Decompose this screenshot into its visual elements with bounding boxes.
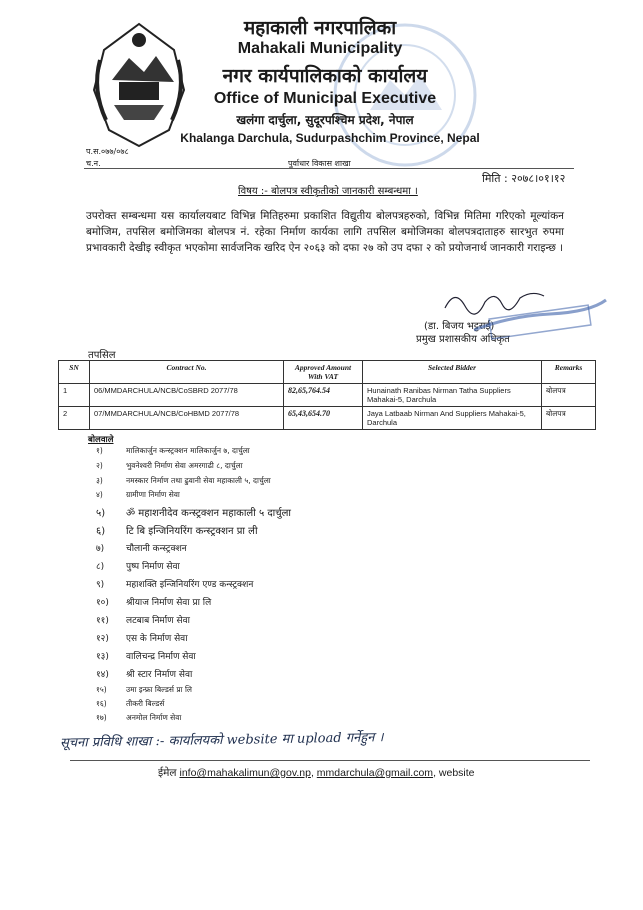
th-amount: Approved Amount With VAT	[284, 361, 363, 384]
cell-sn: 2	[59, 407, 90, 430]
cell-sn: 1	[59, 384, 90, 407]
list-item: ५) ॐ महाशनीदेव कन्स्ट्रक्शन महाकाली ५ दार्चुला	[96, 508, 291, 519]
footer-email-2[interactable]: mmdarchula@gmail.com	[316, 767, 434, 779]
cell-amount: 65,43,654.70	[284, 407, 363, 430]
cell-bidder: Hunainath Ranibas Nirman Tatha Suppliers Mahakai-5, Darchula	[363, 384, 542, 407]
cell-remarks: बोलपत्र	[542, 384, 596, 407]
municipality-emblem-icon	[84, 20, 194, 150]
table-row	[59, 384, 596, 407]
cell-bidder: Jaya Latbaab Nirman And Suppliers Mahakai-5, Darchula	[363, 407, 542, 430]
chalani-number: च.न.	[86, 159, 101, 168]
footer-email-label: ईमेल	[158, 767, 177, 779]
footer-contact: ईमेल info@mahakalimun@gov.np, mmdarchula@gmail.com, website	[158, 767, 475, 779]
handwritten-note: सूचना प्रविधि शाखा :- कार्यालयको website मा upload गर्नेहुन ।	[59, 730, 384, 751]
branch-name: पुर्वाधार विकास शाखा	[288, 159, 351, 168]
th-bidder: Selected Bidder	[363, 361, 542, 384]
patra-sankhya: प.स.०७७/०७८	[86, 147, 129, 156]
header-address-english: Khalanga Darchula, Sudurpashchim Province, Nepal	[180, 131, 480, 145]
signatory-name: (डा. बिजय भट्टराई)	[424, 321, 495, 332]
cell-amount: 82,65,764.54	[284, 384, 363, 407]
list-item: १५) उमा इन्फ्रा बिल्डर्स प्रा लि	[96, 685, 192, 694]
th-sn: SN	[59, 361, 90, 384]
cell-contract: 07/MMDARCHULA/NCB/CoHBMD 2077/78	[90, 407, 284, 430]
list-item: १३) वालिचन्द्र निर्माण सेवा	[96, 652, 196, 662]
letter-subject: विषय :- बोलपत्र स्वीकृतीको जानकारी सम्बन्धमा ।	[238, 186, 418, 197]
list-item: ९) महाशक्ति इन्जिनियरिंग एण्ड कन्स्ट्रक्शन	[96, 580, 254, 590]
list-item: १७) अनमोल निर्माण सेवा	[96, 713, 182, 722]
th-remarks: Remarks	[542, 361, 596, 384]
header-exec-english: Office of Municipal Executive	[213, 90, 437, 107]
cell-contract: 06/MMDARCHULA/NCB/CoSBRD 2077/78	[90, 384, 284, 407]
list-item: १) मालिकार्जुन कन्स्ट्रक्शन मालिकार्जुन ७, दार्चुला	[96, 446, 250, 455]
th-contract: Contract No.	[90, 361, 284, 384]
table-row	[59, 407, 596, 430]
header-address-nepali: खलंगा दार्चुला, सुदूरपश्चिम प्रदेश, नेपाल	[236, 113, 414, 127]
header-divider	[84, 168, 574, 169]
footer-website-label: , website	[433, 767, 475, 779]
tapasil-label: तपसिल	[88, 350, 116, 361]
letter-body: उपरोक्त सम्बन्धमा यस कार्यालयबाट विभिन्न मितिहरुमा प्रकाशित विद्युतीय बोलपत्रहरुको, विभिन्न मितिमा गरिएको मूल्यांकन बमोजिम, तपसिल बमोजिमका बोलपत्र नं. रहेका निर्माण कार्यका लागि तपसिल बमोजिमका बोलपत्रदाताहरु सारभुत रुपमा प्रभावकारी देखीइ स्वीकृत भएकोमा सार्वजनिक खरिद ऐन २०६३ को दफा २७ को उप दफा २ को प्रयोजनार्थ जानकारी गराइन्छ ।	[86, 210, 564, 254]
letter-date: मिति : २०७८।०१।१२	[482, 172, 566, 185]
list-item: १६) तीकरी बिल्डर्स	[96, 699, 165, 708]
list-item: ४) ग्रामीणा निर्माण सेवा	[96, 490, 180, 499]
footer-email-1[interactable]: info@mahakalimun@gov.np	[179, 767, 311, 779]
list-item: १४) श्री स्टार निर्माण सेवा	[96, 670, 193, 680]
list-item: ३) नमस्कार निर्माण तथा ढुवानी सेवा महाकाली ५, दार्चुला	[96, 476, 271, 485]
office-stamp-icon	[470, 290, 610, 340]
bid-table	[58, 360, 596, 430]
list-item: ११) लटबाब निर्माण सेवा	[96, 616, 190, 626]
header-office-nepali: महाकाली नगरपालिका	[243, 17, 397, 39]
list-item: ७) चौलानी कन्स्ट्रक्शन	[96, 544, 187, 554]
signatory-role: प्रमुख प्रशासकीय अधिकृत	[416, 334, 510, 345]
list-item: ८) पुष्प निर्माण सेवा	[96, 562, 180, 572]
header-exec-nepali: नगर कार्यपालिकाको कार्यालय	[222, 65, 428, 87]
list-item: १२) एस के निर्माण सेवा	[96, 634, 188, 644]
footer-divider	[70, 760, 590, 761]
list-item: १०) श्रीयाज निर्माण सेवा प्रा लि	[96, 598, 212, 608]
header-office-english: Mahakali Municipality	[237, 40, 403, 57]
bidders-title: बोलवाले	[88, 435, 114, 445]
list-item: ६) टि बि इन्जिनियरिंग कन्स्ट्रक्शन प्रा ली	[96, 526, 258, 537]
cell-remarks: बोलपत्र	[542, 407, 596, 430]
list-item: २) भुवनेश्वरी निर्माण सेवा अमरगाढी ८, दार्चुला	[96, 461, 243, 470]
